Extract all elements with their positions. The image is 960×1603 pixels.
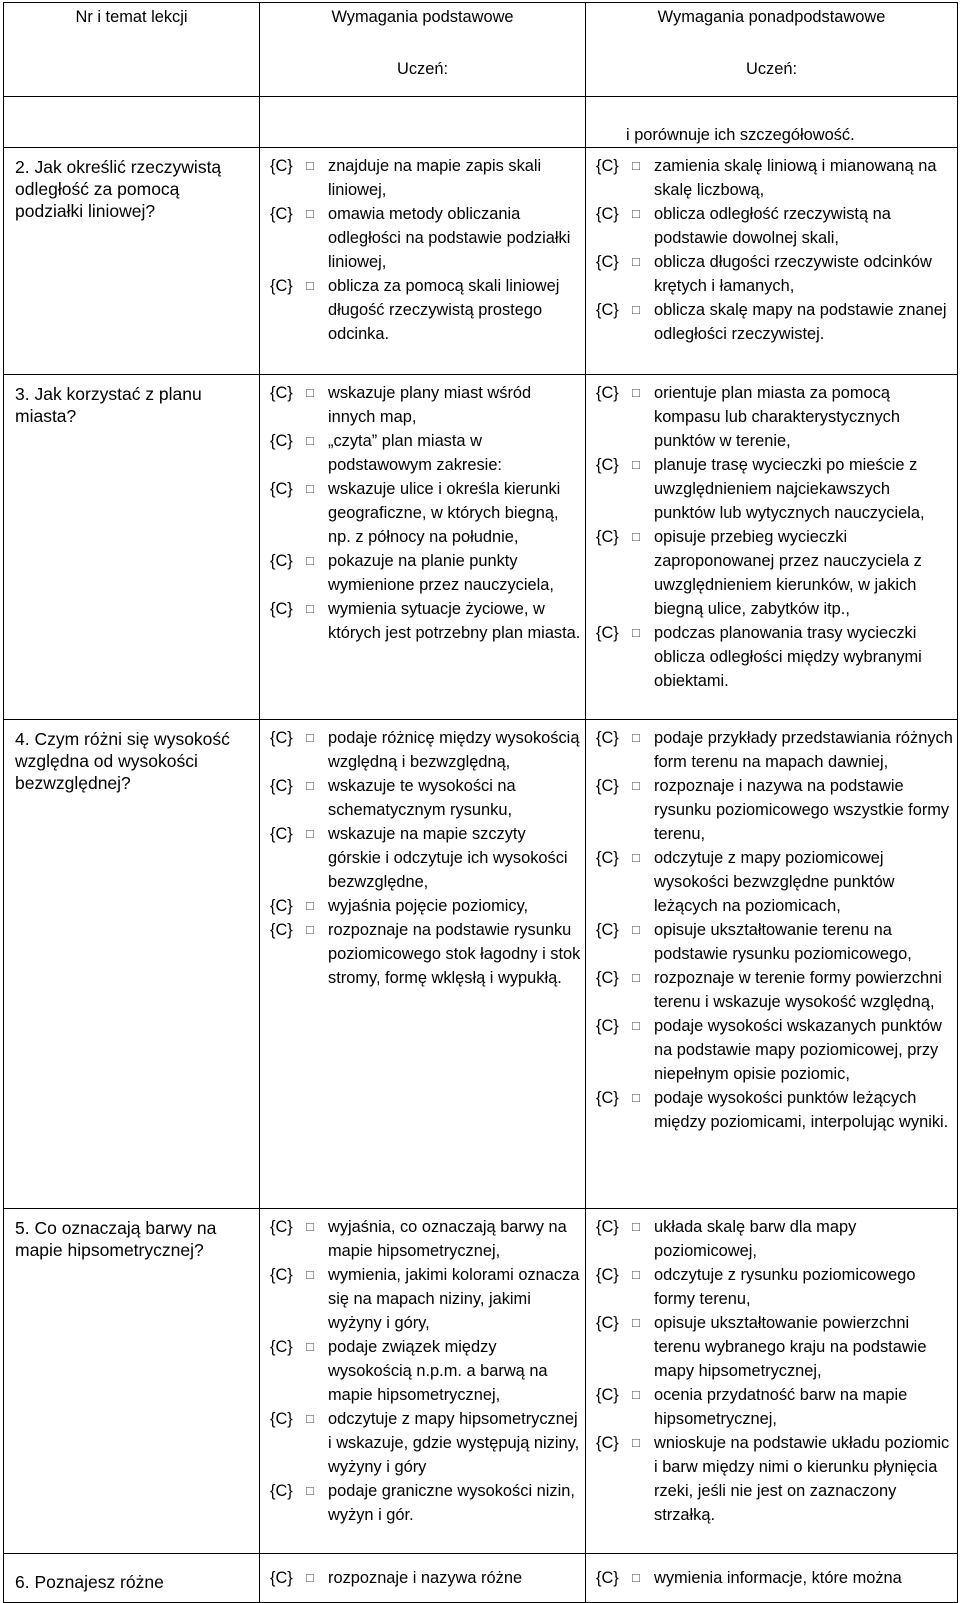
continuation-text: i porównuje ich szczegółowość. [626, 126, 855, 144]
requirement-text: wyjaśnia pojęcie poziomicy, [328, 897, 529, 915]
requirement-text: rozpoznaje w terenie formy powierzchni terenu i wskazuje wysokość względną, [654, 969, 942, 1011]
requirement-item [596, 250, 955, 298]
requirement-item [596, 1566, 955, 1590]
competence-tag: {C} [596, 729, 619, 747]
checkbox-icon: □ [632, 1267, 640, 1282]
checkbox-icon: □ [632, 1219, 640, 1234]
requirement-item [596, 1383, 955, 1431]
competence-tag: {C} [596, 849, 619, 867]
competence-tag: {C} [270, 1266, 293, 1284]
requirement-text: rozpoznaje i nazywa na podstawie rysunku poziomicowego wszystkie formy terenu, [654, 777, 950, 843]
requirement-item [270, 822, 583, 894]
competence-tag: {C} [270, 552, 293, 570]
requirements-table [3, 2, 958, 1603]
continuation-basic-cell [260, 97, 586, 148]
checkbox-icon: □ [306, 206, 314, 221]
lesson-topic: 4. Czym różni się wysokość względna od wysokości bezwzględnej? [4, 720, 260, 1209]
requirement-item [596, 202, 955, 250]
requirement-item [596, 1263, 955, 1311]
competence-tag: {C} [596, 1386, 619, 1404]
competence-tag: {C} [270, 825, 293, 843]
requirement-item [270, 1263, 583, 1335]
lesson-topic: 6. Poznajesz różne [4, 1554, 260, 1603]
header-row [4, 3, 958, 97]
competence-tag: {C} [596, 1017, 619, 1035]
checkbox-icon: □ [306, 158, 314, 173]
competence-tag: {C} [270, 921, 293, 939]
competence-tag: {C} [596, 456, 619, 474]
advanced-requirements-cell [586, 720, 958, 1209]
checkbox-icon: □ [632, 850, 640, 865]
checkbox-icon: □ [632, 625, 640, 640]
header-advanced: Wymagania ponadpodstawowe Uczeń: [586, 3, 958, 97]
lesson-topic: 3. Jak korzystać z planu miasta? [4, 375, 260, 720]
competence-tag: {C} [270, 157, 293, 175]
requirement-text: wymienia sytuacje życiowe, w których jest potrzebny plan miasta. [328, 600, 581, 642]
requirement-item [596, 1431, 955, 1527]
requirement-text: opisuje ukształtowanie powierzchni terenu wybranego kraju na podstawie mapy hipsometrycznej, [654, 1314, 927, 1380]
requirement-item [596, 918, 955, 966]
requirement-item [270, 429, 583, 477]
checkbox-icon: □ [632, 730, 640, 745]
lesson-topic: 5. Co oznaczają barwy na mapie hipsometrycznej? [4, 1209, 260, 1554]
competence-tag: {C} [596, 253, 619, 271]
checkbox-icon: □ [632, 1570, 640, 1585]
competence-tag: {C} [270, 897, 293, 915]
requirement-text: wyjaśnia, co oznaczają barwy na mapie hipsometrycznej, [328, 1218, 567, 1260]
lesson-row [4, 148, 958, 375]
checkbox-icon: □ [306, 1411, 314, 1426]
requirement-text: podaje przykłady przedstawiania różnych form terenu na mapach dawniej, [654, 729, 953, 771]
requirement-text: opisuje przebieg wycieczki zaproponowanej przez nauczyciela z uwzględnieniem kierunków, w jakich biegną ulice, zabytków itp., [654, 528, 922, 618]
requirement-item [596, 1086, 955, 1134]
requirement-text: opisuje ukształtowanie terenu na podstawie rysunku poziomicowego, [654, 921, 912, 963]
competence-tag: {C} [596, 1314, 619, 1332]
checkbox-icon: □ [632, 1090, 640, 1105]
requirement-text: oblicza długości rzeczywiste odcinków krętych i łamanych, [654, 253, 932, 295]
requirement-item [270, 1566, 583, 1590]
checkbox-icon: □ [632, 206, 640, 221]
competence-tag: {C} [270, 1338, 293, 1356]
competence-tag: {C} [270, 777, 293, 795]
checkbox-icon: □ [306, 922, 314, 937]
competence-tag: {C} [596, 777, 619, 795]
competence-tag: {C} [596, 205, 619, 223]
competence-tag: {C} [596, 624, 619, 642]
checkbox-icon: □ [306, 1219, 314, 1234]
requirement-text: rozpoznaje i nazywa różne [328, 1569, 523, 1587]
requirement-item [270, 477, 583, 549]
requirement-item [596, 846, 955, 918]
checkbox-icon: □ [632, 970, 640, 985]
advanced-requirements-cell [586, 1554, 958, 1603]
competence-tag: {C} [270, 432, 293, 450]
basic-requirements-cell [260, 375, 586, 720]
checkbox-icon: □ [632, 778, 640, 793]
competence-tag: {C} [596, 1089, 619, 1107]
requirement-text: orientuje plan miasta za pomocą kompasu lub charakterystycznych punktów w terenie, [654, 384, 900, 450]
requirement-item [596, 1215, 955, 1263]
requirement-text: omawia metody obliczania odległości na podstawie podziałki liniowej, [328, 205, 571, 271]
competence-tag: {C} [270, 277, 293, 295]
requirement-text: podaje wysokości wskazanych punktów na podstawie mapy poziomicowej, przy niepełnym opisie poziomic, [654, 1017, 942, 1083]
requirement-item [596, 298, 955, 346]
requirement-item [270, 154, 583, 202]
requirement-text: oblicza za pomocą skali liniowej długość rzeczywistą prostego odcinka. [328, 277, 560, 343]
competence-tag: {C} [596, 921, 619, 939]
lesson-row [4, 375, 958, 720]
checkbox-icon: □ [306, 826, 314, 841]
requirement-text: odczytuje z mapy poziomicowej wysokości bezwzględne punktów leżących na poziomicach, [654, 849, 895, 915]
basic-requirements-cell [260, 1554, 586, 1603]
requirement-text: układa skalę barw dla mapy poziomicowej, [654, 1218, 857, 1260]
checkbox-icon: □ [306, 481, 314, 496]
basic-requirements-cell [260, 148, 586, 375]
competence-tag: {C} [596, 969, 619, 987]
requirement-item [270, 1407, 583, 1479]
lesson-row [4, 1554, 958, 1603]
competence-tag: {C} [270, 384, 293, 402]
requirement-item [596, 726, 955, 774]
requirement-item [596, 1311, 955, 1383]
checkbox-icon: □ [306, 601, 314, 616]
requirement-item [596, 621, 955, 693]
advanced-requirements-cell [586, 375, 958, 720]
checkbox-icon: □ [632, 1018, 640, 1033]
requirement-text: rozpoznaje na podstawie rysunku poziomicowego stok łagodny i stok stromy, formę wklęsłą i wypukłą. [328, 921, 581, 987]
requirement-item [270, 1215, 583, 1263]
checkbox-icon: □ [632, 529, 640, 544]
requirement-text: odczytuje z rysunku poziomicowego formy terenu, [654, 1266, 916, 1308]
competence-tag: {C} [270, 1410, 293, 1428]
requirement-item [270, 1335, 583, 1407]
competence-tag: {C} [270, 1482, 293, 1500]
requirement-item [270, 202, 583, 274]
advanced-requirements-cell [586, 1209, 958, 1554]
checkbox-icon: □ [306, 1267, 314, 1282]
competence-tag: {C} [270, 205, 293, 223]
requirement-text: znajduje na mapie zapis skali liniowej, [328, 157, 542, 199]
checkbox-icon: □ [632, 302, 640, 317]
competence-tag: {C} [596, 384, 619, 402]
requirement-text: oblicza skalę mapy na podstawie znanej odległości rzeczywistej. [654, 301, 947, 343]
checkbox-icon: □ [306, 1339, 314, 1354]
requirement-text: planuje trasę wycieczki po mieście z uwzględnieniem najciekawszych punktów lub wytycznych nauczyciela, [654, 456, 925, 522]
checkbox-icon: □ [632, 385, 640, 400]
competence-tag: {C} [270, 1569, 293, 1587]
requirement-text: wskazuje ulice i określa kierunki geograficzne, w których biegną, np. z północy na południe, [328, 480, 561, 546]
lesson-row [4, 720, 958, 1209]
competence-tag: {C} [270, 480, 293, 498]
requirement-text: zamienia skalę liniową i mianowaną na skalę liczbową, [654, 157, 937, 199]
header-basic: Wymagania podstawowe Uczeń: [260, 3, 586, 97]
requirement-text: oblicza odległość rzeczywistą na podstawie dowolnej skali, [654, 205, 891, 247]
requirement-text: pokazuje na planie punkty wymienione przez nauczyciela, [328, 552, 554, 594]
checkbox-icon: □ [306, 1483, 314, 1498]
requirement-item [270, 381, 583, 429]
requirement-item [596, 154, 955, 202]
competence-tag: {C} [270, 729, 293, 747]
requirement-text: podaje graniczne wysokości nizin, wyżyn i gór. [328, 1482, 575, 1524]
header-topic: Nr i temat lekcji [4, 3, 260, 97]
requirement-text: wskazuje te wysokości na schematycznym rysunku, [328, 777, 516, 819]
requirement-item [596, 381, 955, 453]
competence-tag: {C} [270, 600, 293, 618]
requirement-item [270, 894, 583, 918]
requirement-text: ocenia przydatność barw na mapie hipsometrycznej, [654, 1386, 908, 1428]
competence-tag: {C} [596, 157, 619, 175]
requirement-text: wymienia, jakimi kolorami oznacza się na mapach niziny, jakimi wyżyny i góry, [328, 1266, 580, 1332]
requirement-text: podaje związek między wysokością n.p.m. a barwą na mapie hipsometrycznej, [328, 1338, 548, 1404]
checkbox-icon: □ [306, 278, 314, 293]
requirement-item [270, 274, 583, 346]
checkbox-icon: □ [306, 385, 314, 400]
requirement-item [596, 966, 955, 1014]
continuation-topic-cell [4, 97, 260, 148]
requirement-text: wnioskuje na podstawie układu poziomic i barw między nimi o kierunku płynięcia rzeki, jeśli nie jest on zaznaczony strzałką. [654, 1434, 950, 1524]
checkbox-icon: □ [632, 254, 640, 269]
requirement-text: wskazuje plany miast wśród innych map, [328, 384, 532, 426]
continuation-row [4, 97, 958, 148]
requirement-item [270, 918, 583, 990]
checkbox-icon: □ [306, 553, 314, 568]
requirement-text: podaje wysokości punktów leżących między poziomicami, interpolując wyniki. [654, 1089, 949, 1131]
lesson-row [4, 1209, 958, 1554]
checkbox-icon: □ [632, 1387, 640, 1402]
advanced-requirements-cell [586, 148, 958, 375]
requirement-text: odczytuje z mapy hipsometrycznej i wskazuje, gdzie występują niziny, wyżyny i góry [328, 1410, 580, 1476]
requirement-text: „czyta” plan miasta w podstawowym zakresie: [328, 432, 502, 474]
continuation-advanced-cell [586, 97, 958, 148]
requirement-item [596, 774, 955, 846]
competence-tag: {C} [596, 528, 619, 546]
checkbox-icon: □ [306, 730, 314, 745]
requirement-text: wymienia informacje, które można [654, 1569, 902, 1587]
competence-tag: {C} [596, 301, 619, 319]
checkbox-icon: □ [306, 1570, 314, 1585]
requirement-item [270, 726, 583, 774]
competence-tag: {C} [596, 1434, 619, 1452]
checkbox-icon: □ [306, 433, 314, 448]
competence-tag: {C} [596, 1569, 619, 1587]
requirement-item [596, 1014, 955, 1086]
competence-tag: {C} [270, 1218, 293, 1236]
requirement-item [270, 774, 583, 822]
requirement-item [596, 453, 955, 525]
checkbox-icon: □ [306, 898, 314, 913]
requirement-item [270, 1479, 583, 1527]
checkbox-icon: □ [632, 158, 640, 173]
requirement-text: podczas planowania trasy wycieczki oblicza odległości między wybranymi obiektami. [654, 624, 922, 690]
requirement-item [270, 597, 583, 645]
checkbox-icon: □ [632, 457, 640, 472]
checkbox-icon: □ [632, 1435, 640, 1450]
checkbox-icon: □ [632, 922, 640, 937]
competence-tag: {C} [596, 1218, 619, 1236]
checkbox-icon: □ [632, 1315, 640, 1330]
requirement-item [270, 549, 583, 597]
competence-tag: {C} [596, 1266, 619, 1284]
basic-requirements-cell [260, 720, 586, 1209]
basic-requirements-cell [260, 1209, 586, 1554]
requirement-item [596, 525, 955, 621]
requirement-text: wskazuje na mapie szczyty górskie i odczytuje ich wysokości bezwzględne, [328, 825, 568, 891]
lesson-topic: 2. Jak określić rzeczywistą odległość za pomocą podziałki liniowej? [4, 148, 260, 375]
requirement-text: podaje różnicę między wysokością względną i bezwzględną, [328, 729, 580, 771]
checkbox-icon: □ [306, 778, 314, 793]
